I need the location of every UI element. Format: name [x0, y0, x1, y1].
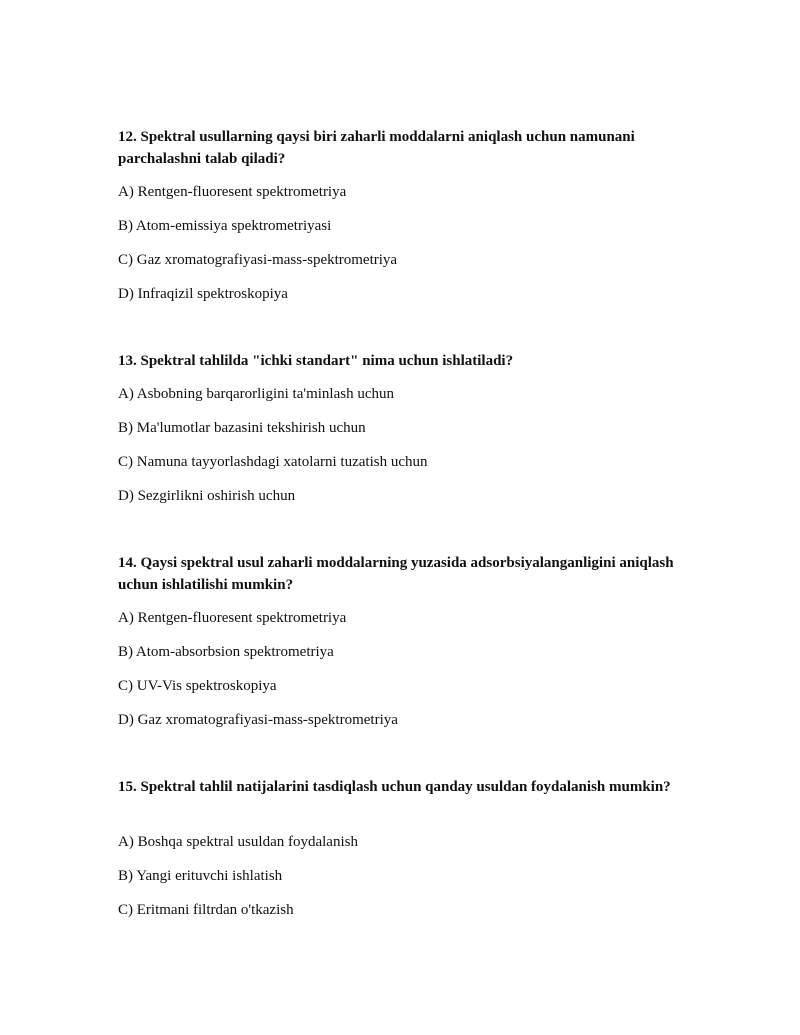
question-title: 13. Spektral tahlilda "ichki standart" nima uchun ishlatiladi?	[118, 353, 514, 369]
question-15	[118, 776, 678, 918]
answer-option-b: B) Yangi erituvchi ishlatish	[118, 868, 283, 884]
answer-option-c: C) Namuna tayyorlashdagi xatolarni tuzatish uchun	[118, 454, 428, 470]
question-title: 14. Qaysi spektral usul zaharli moddalarning yuzasida adsorbsiyalanganligini aniqlash uchun ishlatilishi mumkin?	[118, 555, 674, 593]
question-title: 12. Spektral usullarning qaysi biri zaharli moddalarni aniqlash uchun namunani parchalashni talab qiladi?	[118, 129, 635, 167]
answer-option-c: C) Eritmani filtrdan o'tkazish	[118, 902, 294, 918]
question-13	[118, 350, 678, 504]
answer-option-b: B) Atom-emissiya spektrometriyasi	[118, 218, 332, 234]
answer-option-c: C) Gaz xromatografiyasi-mass-spektrometriya	[118, 252, 398, 268]
question-title: 15. Spektral tahlil natijalarini tasdiqlash uchun qanday usuldan foydalanish mumkin?	[118, 779, 671, 795]
answer-option-b: B) Ma'lumotlar bazasini tekshirish uchun	[118, 420, 366, 436]
answer-option-a: A) Rentgen-fluoresent spektrometriya	[118, 184, 347, 200]
answer-option-d: D) Infraqizil spektroskopiya	[118, 286, 288, 302]
answer-option-c: C) UV-Vis spektroskopiya	[118, 678, 277, 694]
answer-option-b: B) Atom-absorbsion spektrometriya	[118, 644, 334, 660]
answer-option-a: A) Rentgen-fluoresent spektrometriya	[118, 610, 347, 626]
question-14	[118, 552, 678, 728]
question-12	[118, 126, 678, 302]
answer-option-a: A) Asbobning barqarorligini ta'minlash uchun	[118, 386, 394, 402]
answer-option-a: A) Boshqa spektral usuldan foydalanish	[118, 834, 358, 850]
answer-option-d: D) Sezgirlikni oshirish uchun	[118, 488, 296, 504]
answer-option-d: D) Gaz xromatografiyasi-mass-spektrometriya	[118, 712, 398, 728]
